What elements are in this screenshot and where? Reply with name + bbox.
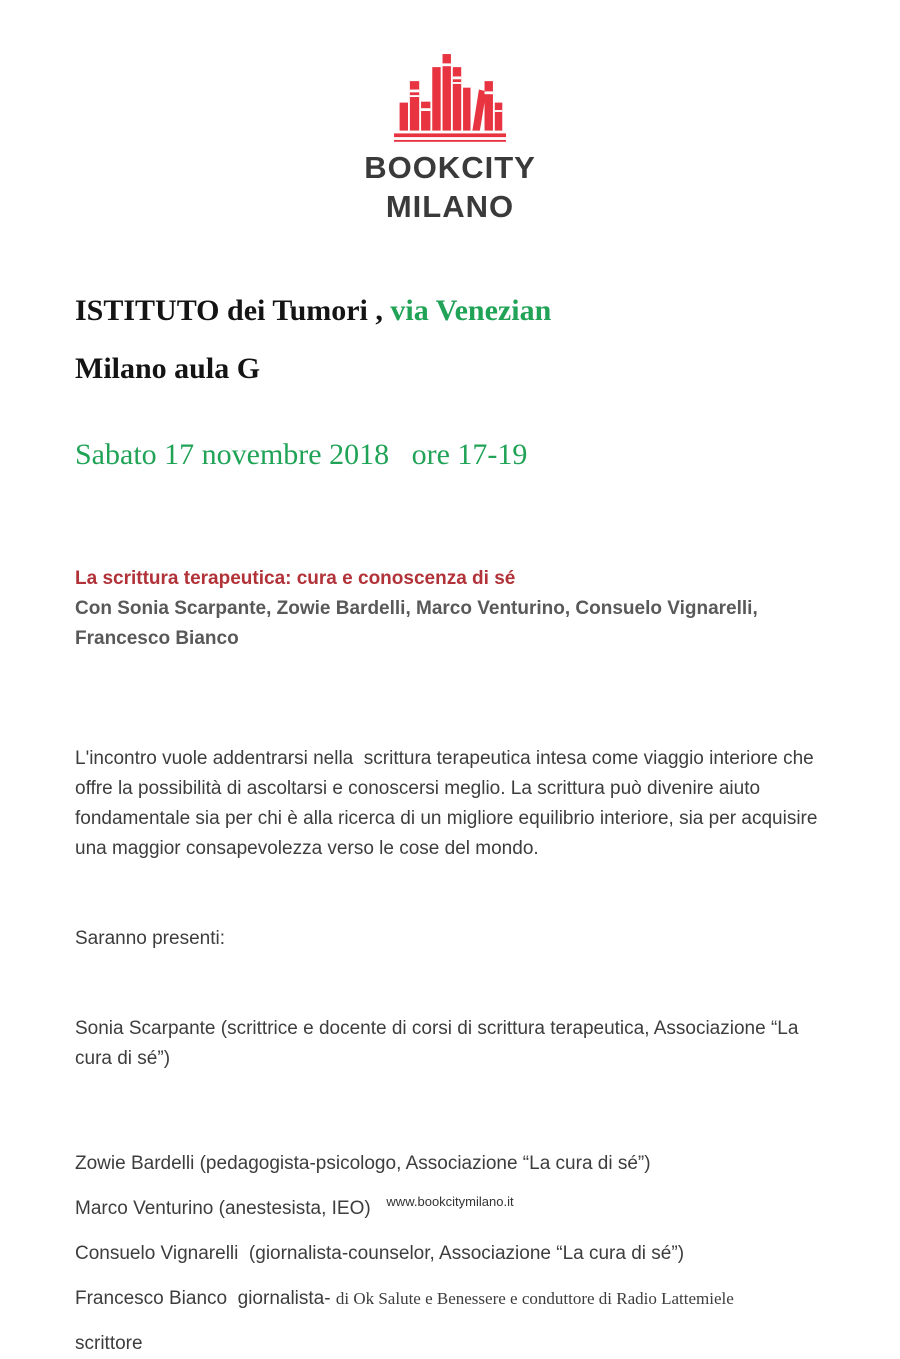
- speaker-francesco-tail: scrittore: [75, 1333, 143, 1354]
- venue-room: Milano aula G: [75, 352, 261, 385]
- speaker-consuelo: Consuelo Vignarelli (giornalista-counselor, Associazione “La cura di sé”): [75, 1243, 685, 1264]
- brand-name-line2: MILANO: [385, 189, 515, 224]
- bookcity-logo: [0, 0, 900, 222]
- footer-url: www.bookcitymilano.it: [386, 1194, 514, 1209]
- speaker-francesco-role: di Ok Salute e Benessere e conduttore di Radio Lattemiele: [335, 1289, 734, 1308]
- speaker-francesco: [75, 1284, 835, 1314]
- bookcity-books-skyline-icon: [394, 50, 506, 144]
- event-datetime: Sabato 17 novembre 2018 ore 17-19: [75, 438, 528, 471]
- session-speakers-summary: Con Sonia Scarpante, Zowie Bardelli, Marco Venturino, Consuelo Vignarelli, Francesco Bianco: [75, 598, 764, 649]
- venue-street: via Venezian: [390, 294, 552, 327]
- venue-name: ISTITUTO dei Tumori ,: [75, 294, 391, 327]
- presenti-label: Saranno presenti:: [75, 928, 225, 949]
- venue-title: [75, 282, 835, 398]
- brand-name-line1: BOOKCITY: [364, 150, 536, 185]
- description-intro: L'incontro vuole addentrarsi nella scrittura terapeutica intesa come viaggio interiore che offre la possibilità di ascoltarsi e conoscersi meglio. La scrittura può divenire aiuto fondamentale sia per chi è alla ricerca di un migliore equilibrio interiore, sia per acquisire una maggior consapevolezza verso le cose del mondo.: [75, 748, 823, 859]
- session-description: [75, 684, 835, 1134]
- speaker-sonia: Sonia Scarpante (scrittrice e docente di corsi di scrittura terapeutica, Associazione “La cura di sé”): [75, 1018, 804, 1069]
- speaker-marco: Marco Venturino (anestesista, IEO): [75, 1198, 371, 1219]
- session-title: La scrittura terapeutica: cura e conoscenza di sé: [75, 568, 516, 589]
- speaker-zowie: Zowie Bardelli (pedagogista-psicologo, Associazione “La cura di sé”): [75, 1153, 651, 1174]
- session-heading: [75, 564, 835, 654]
- speaker-francesco-name: Francesco Bianco giornalista-: [75, 1288, 336, 1309]
